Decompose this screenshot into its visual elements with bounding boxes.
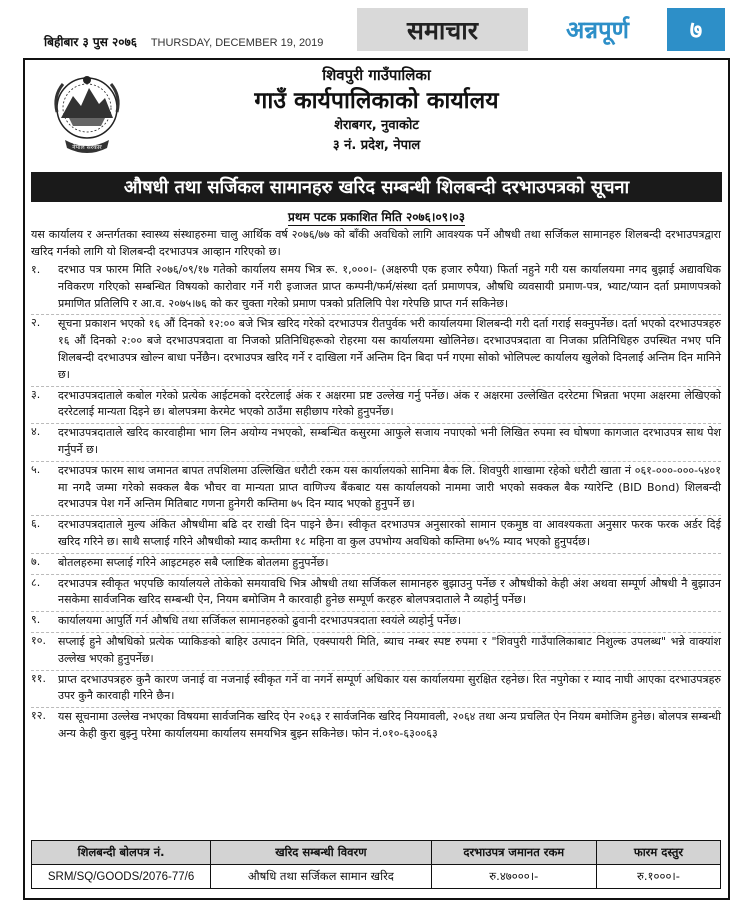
description-cell: औषधि तथा सर्जिकल सामान खरिद	[211, 865, 431, 889]
column-header: खरिद सम्बन्धी विवरण	[211, 841, 431, 865]
list-item	[31, 574, 721, 610]
item-number: १०.	[31, 633, 46, 647]
list-item	[31, 670, 721, 706]
item-number: ९.	[31, 613, 41, 627]
tender-notice	[23, 58, 730, 900]
item-text: बोतलहरुमा सप्लाई गरिने आइटमहरु सबै प्लाष्टिक बोतलमा हुनुपर्नेछ।	[58, 555, 329, 569]
first-published-text: प्रथम पटक प्रकाशित मिति २०७६।०९।०३	[288, 210, 465, 224]
section-label: समाचार	[357, 8, 528, 51]
item-number: ११.	[31, 671, 46, 685]
date-nepali: बिहीबार ३ पुस २०७६	[44, 35, 137, 49]
item-text: सप्लाई हुने औषधिको प्रत्येक प्याकिङको बाहिर उत्पादन मिति, एक्स्पायरी मिति, ब्याच नम्बर स्पष्ट रुपमा र "शिवपुरी गाउँपालिकाबाट निशुल्क उपलब्ध" भन्ने वाक्यांश उल्लेख भएको हुनुपर्नेछ।	[58, 634, 721, 665]
office-header	[25, 64, 728, 156]
conditions-list	[31, 262, 721, 745]
list-item	[31, 386, 721, 422]
first-published-date	[25, 208, 728, 225]
form-fee-cell: रु.१०००।-	[596, 865, 720, 889]
item-text: प्राप्त दरभाउपत्रहरु कुनै कारण जनाई वा नजनाई स्वीकृत गर्ने वा नगर्ने सम्पूर्ण अधिकार यस कार्यालयमा सुरक्षित रहनेछ। रित नपुगेका र म्याद नाघी आएका दरभाउपत्रहरु उपर कुनै कारवाही गरिने छैन।	[58, 672, 721, 703]
item-text: सूचना प्रकाशन भएको १६ औं दिनको १२:०० बजे भित्र खरिद गरेको दरभाउपत्र रीतपुर्वक भरी कार्यालयमा शिलबन्दी गरी दर्ता गराई सक्नुपर्नेछ। दर्ता भएको दरभाउपत्रहरु १६ औं दिनको २:०० बजे दरभाउपत्रदाता वा निजको प्रतिनिधिहरूको रोहरमा यस कार्यालयमा खोलिनेछ। दरभाउपत्रदाता वा निजका प्रतिनिधिहरु उपस्थित नभए पनि शिलबन्दी दरभाउपत्र खोल्न बाधा पर्नेछैन। दरभाउपत्र खरिद गर्ने र दाखिला गर्ने अन्तिम दिन बिदा पर्न गएमा सोको भोलिपल्ट कार्यालय खुलेको दिनलाई अन्तिम दिन मानिने छ।	[58, 317, 721, 381]
column-header: फारम दस्तुर	[596, 841, 720, 865]
list-item	[31, 553, 721, 572]
newspaper-header	[0, 0, 753, 55]
date-english: THURSDAY, DECEMBER 19, 2019	[150, 37, 324, 49]
item-text: दरभाउपत्र फारम साथ जमानत बापत तपशिलमा उल्लिखित धरौटी रकम यस कार्यालयको सानिमा बैक लि. शिवपुरी शाखामा रहेको धरौटी खाता नं ०६१-०००-०००-५४०१ मा नगदै जम्मा गरेको सक्कल बैक भौचर वा मान्यता प्राप्त वाणिज्य बैंकबाट यस कार्यालयको नाममा जारी भएको सक्कल बैक ग्यारेन्टि (BID Bond) शिलबन्दी दरभाउपत्र पेश गर्ने अन्तिम मितिबाट गणना हुनेगरी कम्तिमा ७५ दिन म्याद भएको हुनुपर्ने छ।	[58, 463, 721, 511]
item-number: २.	[31, 316, 41, 330]
table-header-row	[32, 841, 721, 865]
list-item	[31, 632, 721, 668]
item-number: ७.	[31, 554, 41, 568]
list-item	[31, 262, 721, 312]
item-text: यस सूचनामा उल्लेख नभएका विषयमा सार्वजनिक खरिद ऐन २०६३ र सार्वजनिक खरिद नियमावली, २०६४ तथा अन्य प्रचलित ऐन नियम बमोजिम हुनेछ। बोलपत्र सम्बन्धी अन्य केही कुरा बुझ्नु परेमा कार्यालयमा कार्यालय समयभित्र बुझ्न सकिनेछ। फोन नं.०१०-६३००६३	[58, 710, 721, 740]
item-text: दरभाउपत्रदाताले कबोल गरेको प्रत्येक आईटमको दररेटलाई अंक र अक्षरमा प्रष्ट उल्लेख गर्नु पर्नेछ। अंक र अक्षरमा उल्लेखित दररेटमा भिन्नता भएमा अक्षरमा लेखिएको दररेटलाई मान्यता दिइने छ। बोलपत्रमा केरमेट भएको ठाउँमा सहीछाप गरेको हुनुपर्नेछ।	[58, 388, 721, 419]
bid-security-cell: रु.४७०००।-	[431, 865, 596, 889]
item-text: दरभाउ पत्र फारम मिति २०७६/०९/१७ गतेको कार्यालय समय भित्र रू. १,०००।- (अक्षरुपी एक हजार रुपैया) फिर्ता नहुने गरी यस कार्यालयमा नगद बुझाई अद्यावधिक नविकरण गरिएको सम्बन्धित विषयको कारोवार गर्ने गरी इजाजत प्राप्त कम्पनी/फर्म/संस्था दर्ता प्रमाणपत्र, औषधि व्यवसायी प्रमाण-पत्र, भ्याट/प्यान दर्ता प्रमाणपत्रको प्रमाणित प्रतिलिपि र आ.व. २०७५।७६ को कर चुक्ता गरेको प्रमाण पत्रको प्रतिलिपि पेश गरेपछि प्राप्त गर्न सकिनेछ।	[58, 263, 721, 310]
page-number: ७	[667, 8, 725, 51]
item-text: दरभाउपत्र स्वीकृत भएपछि कार्यालयले तोकेको समयावधि भित्र औषधी तथा सर्जिकल सामानहरु बुझाउनु पर्नेछ र औषधीको केही अंश अथवा सम्पूर्ण औषधी नै बुझाउन नसकेमा सार्वजनिक खरिद सम्बन्धी ऐन, नियम बमोजिम नै कारवाही हुनेछ सम्पूर्ण करहरु बोलपत्रदाताले नै व्यहोर्नु पर्नेछ।	[58, 576, 721, 607]
item-number: ३.	[31, 387, 41, 401]
office-province: ३ नं. प्रदेश, नेपाल	[332, 138, 421, 153]
list-item	[31, 707, 721, 743]
newspaper-name: अन्नपूर्ण	[566, 16, 629, 44]
office-location: शेराबगर, नुवाकोट	[334, 118, 419, 133]
list-item	[31, 314, 721, 383]
item-text: दरभाउपत्रदाताले मुल्य अंकित औषधीमा बढि दर राखी दिन पाइने छैन। स्वीकृत दरभाउपत्र अनुसारको सामान एकमुष्ठ वा आवश्यकता अनुसार फरक फरक अर्डर दिई खरिद गरिने छ। साथै सप्लाई गरिने औषधीको म्याद कम्तीमा १८ महिना वा कुल उपभोग्य अवधिको कम्तिमा ७५% म्याद भएको हुनुपर्दछ।	[58, 518, 721, 548]
table-row	[32, 865, 721, 889]
list-item	[31, 461, 721, 513]
item-number: ४.	[31, 425, 41, 439]
list-item	[31, 423, 721, 459]
tender-details-table	[31, 840, 721, 889]
list-item	[31, 515, 721, 551]
item-number: १२.	[31, 709, 46, 723]
item-number: १.	[31, 263, 41, 276]
item-number: ८.	[31, 575, 41, 589]
emblem-text: नेपाल सरकार	[72, 144, 102, 151]
list-item	[31, 611, 721, 630]
office-title: गाउँ कार्यपालिकाको कार्यालय	[254, 88, 499, 114]
item-text: कार्यालयमा आपुर्ति गर्न औषधि तथा सर्जिकल सामानहरुको ढुवानी दरभाउपत्रदाता स्वयंले व्यहोर्नु पर्नेछ।	[58, 614, 462, 628]
dateline	[44, 33, 323, 50]
column-header: शिलबन्दी बोलपत्र नं.	[32, 841, 211, 865]
municipality-name: शिवपुरी गाउँपालिका	[322, 66, 431, 84]
item-text: दरभाउपत्रदाताले खरिद कारवाहीमा भाग लिन अयोग्य नभएको, सम्बन्धित कसुरमा आफुले सजाय नपाएको भनी लिखित रुपमा स्व घोषणा कागजात दरभाउपत्र साथ पेश गर्नुपर्ने छ।	[58, 426, 721, 456]
item-number: ५.	[31, 462, 41, 476]
notice-intro: यस कार्यालय र अन्तर्गतका स्वास्थ्य संस्थाहरुमा चालु आर्थिक वर्ष २०७६/७७ को बाँकी अवधिको लागि आवश्यक पर्ने औषधी तथा सर्जिकल सामानहरु शिलबन्दी दरभाउपत्रद्वारा खरिद गर्नको लागि यो शिलबन्दी दरभाउपत्र आव्हान गरिएको छ।	[31, 228, 721, 258]
notice-heading: औषधी तथा सर्जिकल सामानहरु खरिद सम्बन्धी शिलबन्दी दरभाउपत्रको सूचना	[31, 172, 722, 202]
column-header: दरभाउपत्र जमानत रकम	[431, 841, 596, 865]
item-number: ६.	[31, 517, 41, 531]
bid-number-cell: SRM/SQ/GOODS/2076-77/6	[32, 865, 211, 889]
